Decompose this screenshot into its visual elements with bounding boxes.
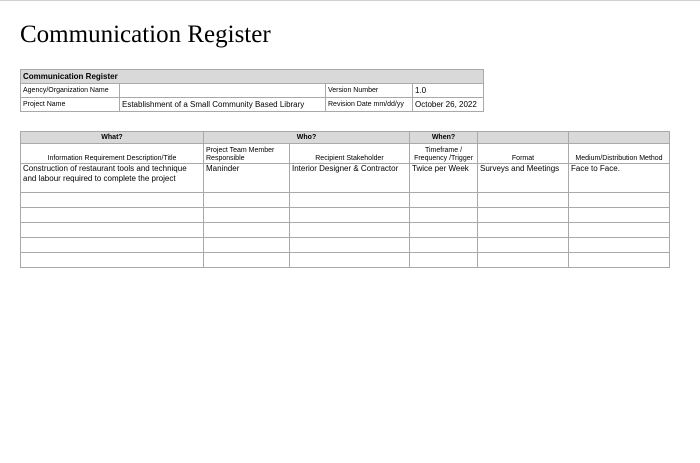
- revision-label: Revision Date mm/dd/yy: [326, 98, 413, 112]
- cell-medium[interactable]: [569, 193, 670, 208]
- cell-timeframe[interactable]: [410, 238, 478, 253]
- col-header-timeframe: Timeframe / Frequency /Trigger: [410, 144, 478, 164]
- cell-timeframe[interactable]: Twice per Week: [410, 164, 478, 193]
- cell-medium[interactable]: [569, 208, 670, 223]
- group-blank-medium: [569, 132, 670, 144]
- group-who: Who?: [204, 132, 410, 144]
- cell-format[interactable]: [478, 238, 569, 253]
- cell-medium[interactable]: [569, 223, 670, 238]
- info-table: [20, 69, 484, 112]
- project-value[interactable]: Establishment of a Small Community Based Library: [120, 98, 326, 112]
- cell-timeframe[interactable]: [410, 193, 478, 208]
- cell-team-member[interactable]: Maninder: [204, 164, 290, 193]
- cell-timeframe[interactable]: [410, 208, 478, 223]
- cell-format[interactable]: [478, 223, 569, 238]
- cell-medium[interactable]: [569, 238, 670, 253]
- column-header-row: [21, 144, 670, 164]
- cell-medium[interactable]: Face to Face.: [569, 164, 670, 193]
- agency-label: Agency/Organization Name: [21, 84, 120, 98]
- col-header-recipient: Recipient Stakeholder: [290, 144, 410, 164]
- table-row: [21, 193, 670, 208]
- table-row: [21, 238, 670, 253]
- cell-description[interactable]: [21, 238, 204, 253]
- version-label: Version Number: [326, 84, 413, 98]
- project-label: Project Name: [21, 98, 120, 112]
- cell-description[interactable]: [21, 253, 204, 268]
- cell-format[interactable]: [478, 253, 569, 268]
- group-when: When?: [410, 132, 478, 144]
- cell-team-member[interactable]: [204, 223, 290, 238]
- cell-team-member[interactable]: [204, 193, 290, 208]
- cell-team-member[interactable]: [204, 238, 290, 253]
- cell-format[interactable]: [478, 193, 569, 208]
- agency-value[interactable]: [120, 84, 326, 98]
- table-row: [21, 223, 670, 238]
- register-table: [20, 131, 670, 268]
- cell-description[interactable]: [21, 193, 204, 208]
- cell-description[interactable]: Construction of restaurant tools and technique and labour required to complete the project: [21, 164, 204, 193]
- version-value[interactable]: 1.0: [413, 84, 484, 98]
- cell-recipient[interactable]: [290, 193, 410, 208]
- col-header-team-member: Project Team Member Responsible: [204, 144, 290, 164]
- table-row: [21, 208, 670, 223]
- col-header-description: Information Requirement Description/Title: [21, 144, 204, 164]
- cell-recipient[interactable]: [290, 223, 410, 238]
- cell-medium[interactable]: [569, 253, 670, 268]
- cell-timeframe[interactable]: [410, 223, 478, 238]
- cell-format[interactable]: Surveys and Meetings: [478, 164, 569, 193]
- revision-value[interactable]: October 26, 2022: [413, 98, 484, 112]
- cell-recipient[interactable]: [290, 238, 410, 253]
- cell-format[interactable]: [478, 208, 569, 223]
- group-what: What?: [21, 132, 204, 144]
- cell-description[interactable]: [21, 208, 204, 223]
- cell-recipient[interactable]: [290, 253, 410, 268]
- page-title: Communication Register: [20, 21, 271, 48]
- cell-team-member[interactable]: [204, 208, 290, 223]
- group-blank-format: [478, 132, 569, 144]
- top-rule: [0, 0, 700, 1]
- cell-team-member[interactable]: [204, 253, 290, 268]
- cell-timeframe[interactable]: [410, 253, 478, 268]
- cell-recipient[interactable]: Interior Designer & Contractor: [290, 164, 410, 193]
- col-header-medium: Medium/Distribution Method: [569, 144, 670, 164]
- group-header-row: [21, 132, 670, 144]
- cell-recipient[interactable]: [290, 208, 410, 223]
- info-table-header: Communication Register: [21, 70, 484, 84]
- table-row: [21, 164, 670, 193]
- cell-description[interactable]: [21, 223, 204, 238]
- col-header-format: Format: [478, 144, 569, 164]
- table-row: [21, 253, 670, 268]
